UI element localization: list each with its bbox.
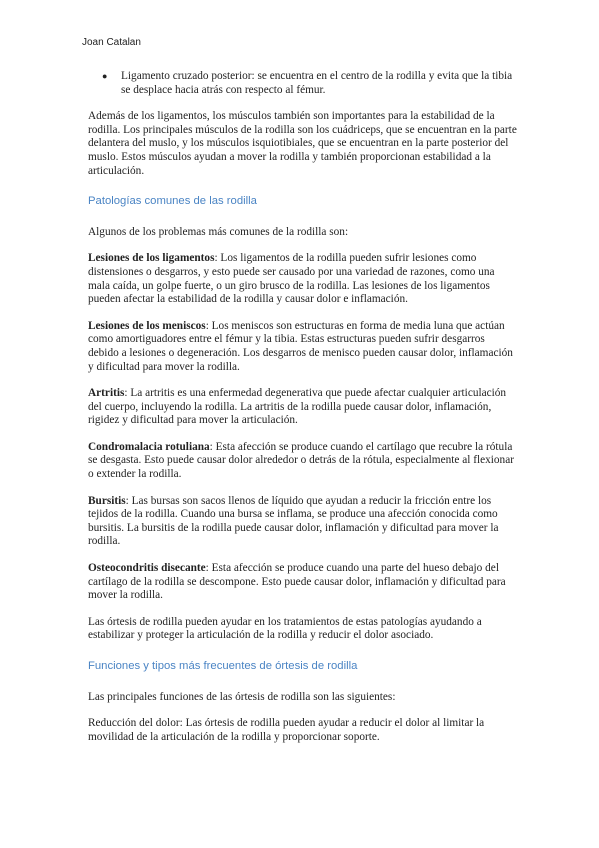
intro-paragraph: Además de los ligamentos, los músculos también son importantes para la estabilidad de la rodilla. Los principales músculos de la rodilla son los cuádriceps, que se encuentran en la parte delantera del muslo, y los músculos isquiotibiales, que se encuentran en la parte posterior del muslo. Estos músculos ayudan a mover la rodilla y también proporcionan estabilidad a la articulación.	[88, 110, 517, 177]
bullet-text: Ligamento cruzado posterior: se encuentra en el centro de la rodilla y evita que la tibia se desplace hacia atrás con respecto al fémur.	[121, 70, 513, 96]
pathology-term: Lesiones de los meniscos	[88, 319, 206, 332]
pathology-item	[88, 441, 518, 482]
pathology-text: : Las bursas son sacos llenos de líquido que ayudan a reducir la fricción entre los tejidos de la rodilla. Cuando una bursa se inflama, se produce una afección conocida como bursitis. La bursitis de la rodilla puede causar dolor, inflamación y dificultad para mover la rodilla.	[88, 494, 499, 548]
bullet-icon: ●	[102, 71, 108, 81]
pathology-text: : Los meniscos son estructuras en forma de media luna que actúan como amortiguadores entre el fémur y la tibia. Estas estructuras pueden sufrir desgarros debido a lesiones o degeneración. Los desgarros de menisco pueden causar dolor, inflamación y dificultad para mover la rodilla.	[88, 319, 513, 373]
pathology-text: : La artritis es una enfermedad degenerativa que puede afectar cualquier articulación del cuerpo, incluyendo la rodilla. La artritis de la rodilla puede causar dolor, inflamación, rigidez y dificultad para mover la articulación.	[88, 387, 507, 427]
section-closing: Las órtesis de rodilla pueden ayudar en los tratamientos de estas patologías ayudando a estabilizar y proteger la articulación de la rodilla y reducir el dolor asociado.	[88, 615, 482, 642]
pathology-term: Osteocondritis disecante	[88, 562, 206, 575]
pathology-item	[88, 495, 518, 549]
section-heading-funciones: Funciones y tipos más frecuentes de órtesis de rodilla	[88, 660, 358, 672]
pathology-item	[88, 562, 518, 603]
pathology-term: Lesiones de los ligamentos	[88, 252, 215, 265]
section-heading-patologias: Patologías comunes de las rodilla	[88, 195, 257, 208]
pathology-item	[88, 252, 518, 306]
pathology-text: : Esta afección se produce cuando el cartílago que recubre la rótula se desgasta. Esto puede causar dolor alrededor o detrás de la rótula, especialmente al flexionar o extender la rodilla.	[88, 440, 514, 481]
pathology-term: Artritis	[88, 387, 125, 400]
pathology-item	[88, 320, 518, 374]
page-header-author: Joan Catalan	[82, 37, 141, 48]
function-paragraph: Reducción del dolor: Las órtesis de rodilla pueden ayudar a reducir el dolor al limitar la movilidad de la articulación de la rodilla y proporcionar soporte.	[88, 717, 485, 743]
section-lead: Las principales funciones de las órtesis de rodilla son las siguientes:	[88, 690, 396, 703]
pathology-term: Bursitis	[88, 494, 126, 507]
pathology-text: : Esta afección se produce cuando una parte del hueso debajo del cartílago de la rodilla se descompone. Esto puede causar dolor, inflamación y dificultad para mover la rodilla.	[88, 562, 506, 602]
section-lead: Algunos de los problemas más comunes de la rodilla son:	[88, 225, 349, 238]
bullet-item	[102, 70, 518, 97]
pathology-text: : Los ligamentos de la rodilla pueden sufrir lesiones como distensiones o desgarros, y esto puede ser causado por una variedad de razones, como una mala caída, un golpe fuerte, o un giro brusco de la rodilla. Las lesiones de los ligamentos pueden afectar la estabilidad de la rodilla y causar dolor e inflamación.	[88, 252, 495, 306]
pathology-term: Condromalacia rotuliana	[88, 440, 210, 453]
pathology-item	[88, 387, 518, 428]
document-body	[88, 70, 518, 757]
